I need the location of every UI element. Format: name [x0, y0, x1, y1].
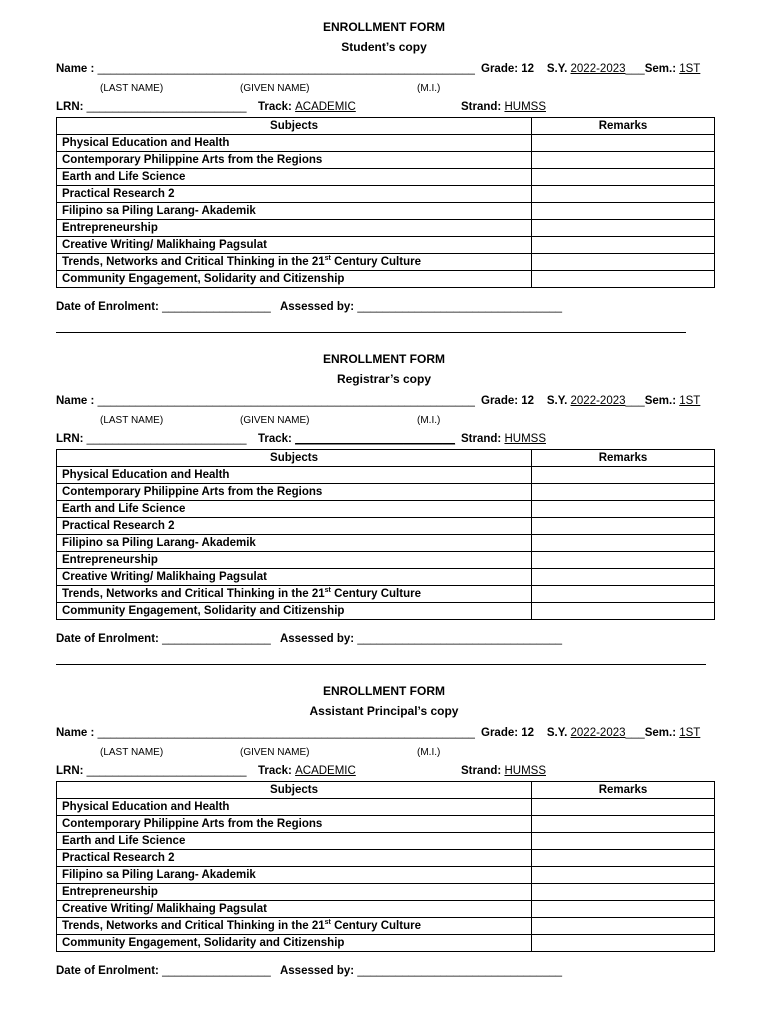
remarks-cell[interactable] — [532, 603, 715, 620]
lrn-field[interactable]: _________________________ — [86, 101, 247, 113]
remarks-cell[interactable] — [532, 254, 715, 271]
table-row — [57, 254, 715, 271]
name-field[interactable]: ___________________________________________________________ — [97, 727, 475, 739]
name-field[interactable]: ___________________________________________________________ — [97, 63, 475, 75]
last-name-caption: (LAST NAME) — [100, 747, 164, 758]
table-row — [57, 186, 715, 203]
lrn-label: LRN: — [56, 433, 84, 445]
last-name-caption: (LAST NAME) — [100, 415, 164, 426]
subjects-body — [57, 799, 715, 952]
subject-name: Community Engagement, Solidarity and Citizenship — [62, 937, 345, 949]
remarks-cell[interactable] — [532, 867, 715, 884]
ordinal-suffix: st — [324, 919, 331, 927]
subjects-table — [56, 117, 715, 288]
strand-label: Strand: — [461, 433, 502, 445]
subject-cell — [57, 203, 532, 220]
subject-cell — [57, 152, 532, 169]
copy-label: Registrar’s copy — [336, 372, 432, 386]
lrn-label: LRN: — [56, 101, 84, 113]
remarks-cell[interactable] — [532, 484, 715, 501]
lrn-row — [56, 432, 247, 446]
subject-name: Creative Writing/ Malikhaing Pagsulat — [62, 239, 267, 251]
subjects-column-header: Subjects — [57, 782, 532, 799]
name-row — [56, 394, 475, 408]
mi-caption: (M.I.) — [417, 747, 441, 758]
subject-cell — [57, 867, 532, 884]
strand-group — [461, 432, 546, 446]
subjects-table — [56, 449, 715, 620]
subject-name: Entrepreneurship — [62, 886, 158, 898]
subject-cell — [57, 816, 532, 833]
table-row — [57, 884, 715, 901]
subject-cell — [57, 467, 532, 484]
subject-cell — [57, 799, 532, 816]
mi-caption: (M.I.) — [417, 83, 441, 94]
track-label: Track: — [258, 765, 292, 777]
subjects-column-header: Subjects — [57, 450, 532, 467]
remarks-cell[interactable] — [532, 884, 715, 901]
table-row — [57, 816, 715, 833]
strand-value: HUMSS — [504, 433, 546, 445]
track-value[interactable]: _________________________ — [295, 433, 455, 445]
remarks-cell[interactable] — [532, 271, 715, 288]
subject-name: Physical Education and Health — [62, 469, 230, 481]
sem-label: Sem.: — [644, 727, 677, 739]
subject-cell — [57, 135, 532, 152]
table-row — [57, 518, 715, 535]
remarks-cell[interactable] — [532, 135, 715, 152]
subject-cell — [57, 518, 532, 535]
assessed-label: Assessed by: — [279, 301, 355, 313]
copy-label: Student’s copy — [341, 40, 427, 54]
table-row — [57, 484, 715, 501]
subject-cell — [57, 935, 532, 952]
grade-label: Grade: 12 — [481, 63, 535, 75]
subjects-body — [57, 135, 715, 288]
date-label: Date of Enrolment: — [56, 301, 159, 313]
assessed-label: Assessed by: — [279, 633, 355, 645]
strand-group — [461, 100, 546, 114]
ordinal-suffix: st — [324, 255, 331, 263]
form-title: ENROLLMENT FORM — [323, 20, 445, 34]
subject-name: Entrepreneurship — [62, 222, 158, 234]
lrn-label: LRN: — [56, 765, 84, 777]
subject-cell — [57, 850, 532, 867]
subject-cell — [57, 271, 532, 288]
sy-label: S.Y. — [546, 727, 568, 739]
remarks-cell[interactable] — [532, 220, 715, 237]
date-field[interactable]: _________________ — [162, 633, 271, 645]
table-header-row — [57, 782, 715, 799]
name-label: Name : — [56, 727, 95, 739]
date-field[interactable]: _________________ — [162, 301, 271, 313]
subject-name: Entrepreneurship — [62, 554, 158, 566]
sem-value: 1ST — [679, 395, 701, 407]
remarks-cell[interactable] — [532, 935, 715, 952]
remarks-cell[interactable] — [532, 552, 715, 569]
remarks-cell[interactable] — [532, 518, 715, 535]
subject-name-tail: Century Culture — [330, 256, 421, 268]
date-label: Date of Enrolment: — [56, 633, 159, 645]
table-row — [57, 203, 715, 220]
subject-name: Trends, Networks and Critical Thinking in the 21 — [62, 256, 325, 268]
ordinal-suffix: st — [324, 587, 331, 595]
remarks-cell[interactable] — [532, 237, 715, 254]
grade-sy-sem — [481, 394, 700, 408]
subject-cell — [57, 833, 532, 850]
name-field[interactable]: ___________________________________________________________ — [97, 395, 475, 407]
track-group — [258, 100, 356, 114]
sy-underline: ___ — [625, 63, 645, 75]
subject-name: Earth and Life Science — [62, 171, 186, 183]
strand-value: HUMSS — [504, 101, 546, 113]
strand-value: HUMSS — [504, 765, 546, 777]
table-row — [57, 552, 715, 569]
table-row — [57, 867, 715, 884]
remarks-cell[interactable] — [532, 186, 715, 203]
remarks-column-header: Remarks — [532, 118, 715, 135]
subject-name: Earth and Life Science — [62, 503, 186, 515]
subject-name: Trends, Networks and Critical Thinking in the 21 — [62, 920, 325, 932]
form-title: ENROLLMENT FORM — [323, 684, 445, 698]
given-name-caption: (GIVEN NAME) — [240, 83, 310, 94]
table-header-row — [57, 118, 715, 135]
table-row — [57, 535, 715, 552]
subject-cell — [57, 586, 532, 603]
track-value[interactable]: ACADEMIC — [295, 101, 356, 113]
subject-cell — [57, 220, 532, 237]
subject-cell — [57, 918, 532, 935]
name-row — [56, 62, 475, 76]
subject-name: Practical Research 2 — [62, 188, 175, 200]
assessed-field[interactable]: ________________________________ — [357, 633, 563, 645]
strand-label: Strand: — [461, 765, 502, 777]
subject-cell — [57, 884, 532, 901]
lrn-row — [56, 100, 247, 114]
sem-label: Sem.: — [644, 63, 677, 75]
table-row — [57, 467, 715, 484]
subject-cell — [57, 237, 532, 254]
subject-cell — [57, 484, 532, 501]
subject-cell — [57, 552, 532, 569]
assessed-field[interactable]: ________________________________ — [357, 301, 563, 313]
track-label: Track: — [258, 433, 292, 445]
subject-name: Creative Writing/ Malikhaing Pagsulat — [62, 903, 267, 915]
subject-name-tail: Century Culture — [330, 588, 421, 600]
track-group — [258, 764, 356, 778]
table-row — [57, 901, 715, 918]
footer-row — [56, 632, 562, 646]
remarks-cell[interactable] — [532, 501, 715, 518]
remarks-column-header: Remarks — [532, 450, 715, 467]
table-row — [57, 135, 715, 152]
name-row — [56, 726, 475, 740]
sy-value: 2022-2023 — [570, 63, 626, 75]
table-row — [57, 501, 715, 518]
subject-name-tail: Century Culture — [330, 920, 421, 932]
remarks-cell[interactable] — [532, 850, 715, 867]
remarks-cell[interactable] — [532, 816, 715, 833]
lrn-field[interactable]: _________________________ — [86, 765, 247, 777]
sem-value: 1ST — [679, 727, 701, 739]
remarks-cell[interactable] — [532, 203, 715, 220]
table-row — [57, 569, 715, 586]
cut-line-1 — [56, 332, 686, 333]
given-name-caption: (GIVEN NAME) — [240, 747, 310, 758]
subjects-body — [57, 467, 715, 620]
subject-name: Community Engagement, Solidarity and Citizenship — [62, 605, 345, 617]
table-row — [57, 935, 715, 952]
remarks-column-header: Remarks — [532, 782, 715, 799]
date-label: Date of Enrolment: — [56, 965, 159, 977]
table-header-row — [57, 450, 715, 467]
grade-sy-sem — [481, 62, 700, 76]
subject-name: Filipino sa Piling Larang- Akademik — [62, 537, 256, 549]
remarks-cell[interactable] — [532, 169, 715, 186]
remarks-cell[interactable] — [532, 152, 715, 169]
date-field[interactable]: _________________ — [162, 965, 271, 977]
subjects-column-header: Subjects — [57, 118, 532, 135]
subject-name: Practical Research 2 — [62, 852, 175, 864]
table-row — [57, 586, 715, 603]
subject-name: Earth and Life Science — [62, 835, 186, 847]
subject-name: Filipino sa Piling Larang- Akademik — [62, 205, 256, 217]
subject-name: Community Engagement, Solidarity and Citizenship — [62, 273, 345, 285]
table-row — [57, 152, 715, 169]
sy-value: 2022-2023 — [570, 395, 626, 407]
last-name-caption: (LAST NAME) — [100, 83, 164, 94]
sem-label: Sem.: — [644, 395, 677, 407]
subject-name: Practical Research 2 — [62, 520, 175, 532]
given-name-caption: (GIVEN NAME) — [240, 415, 310, 426]
sy-value: 2022-2023 — [570, 727, 626, 739]
cut-line-2 — [56, 664, 706, 665]
table-row — [57, 850, 715, 867]
table-row — [57, 237, 715, 254]
subject-cell — [57, 186, 532, 203]
assessed-field[interactable]: ________________________________ — [357, 965, 563, 977]
grade-label: Grade: 12 — [481, 395, 535, 407]
footer-row — [56, 300, 562, 314]
table-row — [57, 220, 715, 237]
subject-name: Contemporary Philippine Arts from the Regions — [62, 154, 323, 166]
subjects-table — [56, 781, 715, 952]
name-label: Name : — [56, 63, 95, 75]
remarks-cell[interactable] — [532, 918, 715, 935]
grade-sy-sem — [481, 726, 700, 740]
subject-cell — [57, 169, 532, 186]
subject-name: Contemporary Philippine Arts from the Regions — [62, 486, 323, 498]
sem-value: 1ST — [679, 63, 701, 75]
lrn-field[interactable]: _________________________ — [86, 433, 247, 445]
subject-name: Physical Education and Health — [62, 801, 230, 813]
track-label: Track: — [258, 101, 292, 113]
remarks-cell[interactable] — [532, 901, 715, 918]
table-row — [57, 603, 715, 620]
sy-label: S.Y. — [546, 395, 568, 407]
table-row — [57, 833, 715, 850]
name-label: Name : — [56, 395, 95, 407]
footer-row — [56, 964, 562, 978]
subject-cell — [57, 501, 532, 518]
lrn-row — [56, 764, 247, 778]
subject-name: Trends, Networks and Critical Thinking in the 21 — [62, 588, 325, 600]
table-row — [57, 918, 715, 935]
remarks-cell[interactable] — [532, 467, 715, 484]
subject-name: Creative Writing/ Malikhaing Pagsulat — [62, 571, 267, 583]
sy-label: S.Y. — [546, 63, 568, 75]
subject-name: Contemporary Philippine Arts from the Regions — [62, 818, 323, 830]
track-group — [258, 432, 455, 446]
track-value[interactable]: ACADEMIC — [295, 765, 356, 777]
assessed-label: Assessed by: — [279, 965, 355, 977]
subject-cell — [57, 603, 532, 620]
subject-cell — [57, 569, 532, 586]
strand-label: Strand: — [461, 101, 502, 113]
remarks-cell[interactable] — [532, 799, 715, 816]
remarks-cell[interactable] — [532, 586, 715, 603]
subject-name: Filipino sa Piling Larang- Akademik — [62, 869, 256, 881]
sy-underline: ___ — [625, 395, 645, 407]
subject-cell — [57, 901, 532, 918]
form-title: ENROLLMENT FORM — [323, 352, 445, 366]
remarks-cell[interactable] — [532, 569, 715, 586]
table-row — [57, 169, 715, 186]
subject-name: Physical Education and Health — [62, 137, 230, 149]
mi-caption: (M.I.) — [417, 415, 441, 426]
sy-underline: ___ — [625, 727, 645, 739]
remarks-cell[interactable] — [532, 535, 715, 552]
table-row — [57, 799, 715, 816]
remarks-cell[interactable] — [532, 833, 715, 850]
copy-label: Assistant Principal’s copy — [309, 704, 459, 718]
grade-label: Grade: 12 — [481, 727, 535, 739]
subject-cell — [57, 535, 532, 552]
table-row — [57, 271, 715, 288]
subject-cell — [57, 254, 532, 271]
strand-group — [461, 764, 546, 778]
